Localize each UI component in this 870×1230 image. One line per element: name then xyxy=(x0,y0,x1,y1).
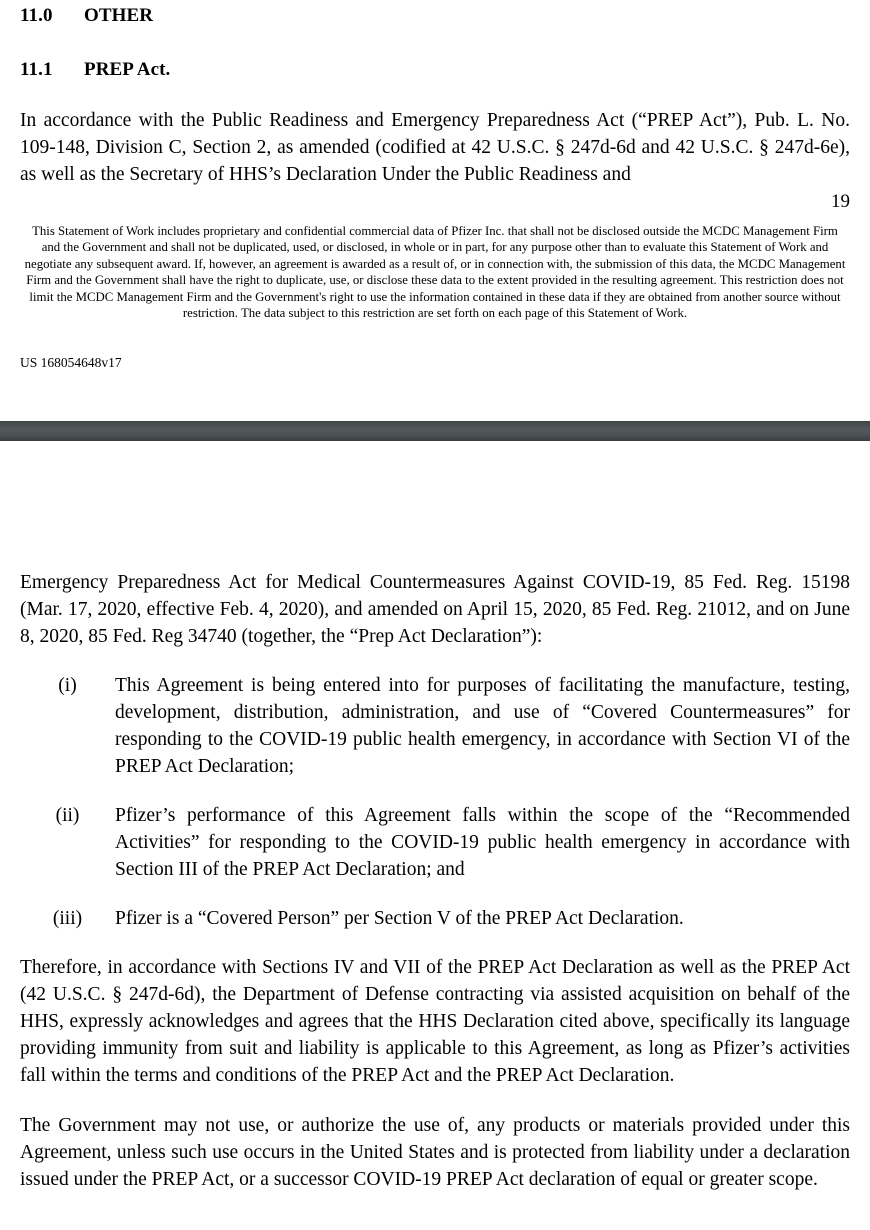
list-item-text: Pfizer is a “Covered Person” per Section V of the PREP Act Declaration. xyxy=(115,908,684,929)
list-item-marker: (iii) xyxy=(52,908,83,929)
list-item-text: This Agreement is being entered into for purposes of facilitating the manufacture, testing, development, distribution, administration, and use of “Covered Countermeasures” for responding to the COVID-19 public health emergency, in accordance with Section VI of the PREP Act Declaration; xyxy=(115,675,850,777)
government-use-paragraph: The Government may not use, or authorize the use of, any products or materials provided under this Agreement, unless such use occurs in the United States and is protected from liability under a declaration issued under the PREP Act, or a successor COVID-19 PREP Act declaration of equal or greater scope. xyxy=(20,1115,850,1190)
list-item-marker: (ii) xyxy=(55,805,80,826)
subsection-number: 11.1 xyxy=(20,59,53,80)
prep-act-provisions-list xyxy=(20,672,850,932)
list-item xyxy=(20,672,850,780)
therefore-paragraph: Therefore, in accordance with Sections IV and VII of the PREP Act Declaration as well as the PREP Act (42 U.S.C. § 247d-6d), the Department of Defense contracting via assisted acquisition on behalf of the HHS, expressly acknowledges and agrees that the HHS Declaration cited above, specifically its language providing immunity from suit and liability is applicable to this Agreement, as long as Pfizer’s activities fall within the terms and conditions of the PREP Act and the PREP Act Declaration. xyxy=(20,957,850,1086)
list-item-text: Pfizer’s performance of this Agreement falls within the scope of the “Recommended Activities” for responding to the COVID-19 public health emergency in accordance with Section III of the PREP Act Declaration; and xyxy=(115,805,850,880)
section-heading-11-1 xyxy=(20,27,850,81)
document-page-one xyxy=(0,0,870,421)
page-separator-band xyxy=(0,421,870,441)
intro-paragraph: In accordance with the Public Readiness and Emergency Preparedness Act (“PREP Act”), Pub. L. No. 109-148, Division C, Section 2, as amended (codified at 42 U.S.C. § 247d-6d and 42 U.S.C. § 247d-6e), as well as the Secretary of HHS’s Declaration Under the Public Readiness and xyxy=(20,110,850,185)
section-title: OTHER xyxy=(84,5,154,26)
page-number: 19 xyxy=(831,191,850,212)
confidentiality-footer-note: This Statement of Work includes proprietary and confidential commercial data of Pfizer Inc. that shall not be disclosed outside the MCDC Management Firm and the Government and shall not be duplicated, used, or disclosed, in whole or in part, for any purpose other than to evaluate this Statement of Work and negotiate any subsequent award. If, however, an agreement is awarded as a result of, or in connection with, the submission of this data, the MCDC Management Firm and the Government shall have the right to duplicate, use, or disclose these data to the extent provided in the resulting agreement. This restriction does not limit the MCDC Management Firm and the Government's right to use the information contained in these data if they are obtained from another source without restriction. The data subject to this restriction are set forth on each page of this Statement of Work. xyxy=(24,224,846,321)
document-identifier: US 168054648v17 xyxy=(20,355,122,371)
document-page-two xyxy=(0,441,870,1230)
continued-paragraph: Emergency Preparedness Act for Medical Countermeasures Against COVID-19, 85 Fed. Reg. 15198 (Mar. 17, 2020, effective Feb. 4, 2020), and amended on April 15, 2020, 85 Fed. Reg. 21012, and on June 8, 2020, 85 Fed. Reg 34740 (together, the “Prep Act Declaration”): xyxy=(20,572,850,647)
list-item-marker: (i) xyxy=(58,675,77,696)
list-item xyxy=(20,905,850,932)
section-number: 11.0 xyxy=(20,5,53,26)
section-heading-11-0 xyxy=(20,0,850,27)
list-item xyxy=(20,802,850,883)
subsection-title: PREP Act. xyxy=(84,59,171,80)
page-top-margin xyxy=(20,441,850,569)
